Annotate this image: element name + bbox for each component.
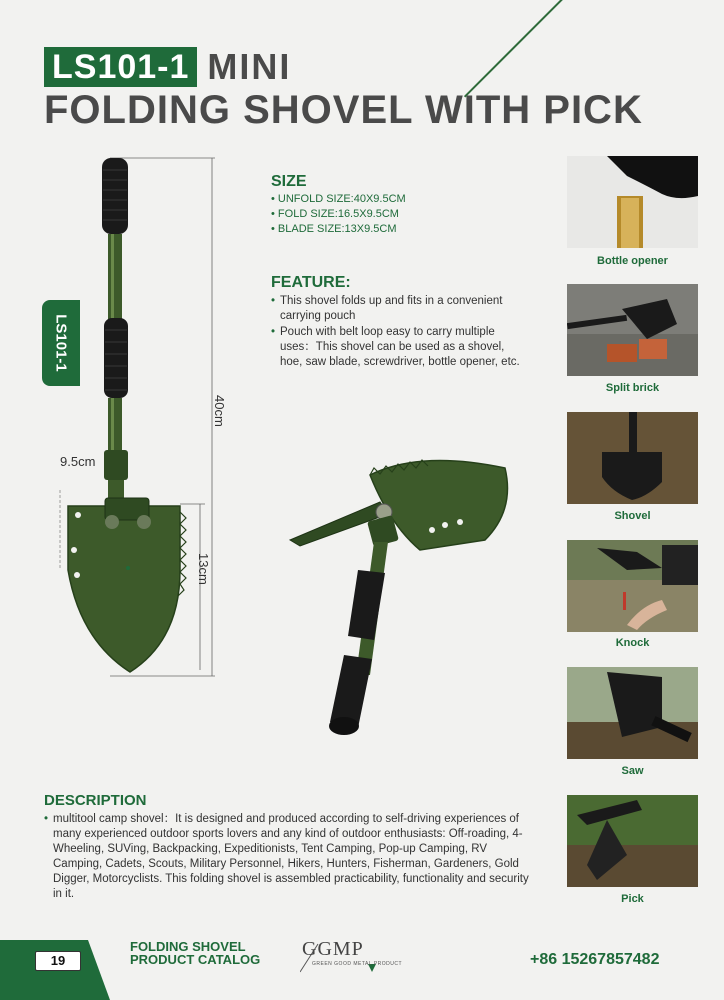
title-line-1: MINI [207, 46, 292, 87]
size-heading: SIZE [271, 173, 307, 190]
size-item: • UNFOLD SIZE:40X9.5CM [271, 192, 406, 207]
knock-photo [567, 540, 698, 632]
pick-photo [567, 795, 698, 887]
title-line-2: FOLDING SHOVEL WITH PICK [44, 88, 643, 132]
feature-item: • Pouch with belt loop easy to carry multiple uses：This shovel can be used as a shovel, hoe, saw blade, screwdriver, bottle opener, etc. [271, 325, 521, 370]
decorative-diagonal-line [464, 0, 571, 97]
size-item: • BLADE SIZE:13X9.5CM [271, 222, 406, 237]
caption-saw: Saw [621, 765, 644, 777]
width-dimension-label: 9.5cm [60, 454, 96, 469]
footer-catalog-line-2: PRODUCT CATALOG [130, 952, 261, 967]
feature-heading: FEATURE: [271, 274, 351, 291]
feature-list [271, 294, 521, 371]
title-row [44, 47, 291, 87]
caption-shovel: Shovel [614, 510, 651, 522]
description-heading: DESCRIPTION [44, 792, 147, 809]
description-text: • multitool camp shovel：It is designed and produced according to self-driving experiences of many experienced outdoor sports lovers and any kind of outdoor enthusiasts: Off-roading, 4-Wheeling, SUVing, Backpacking, Expeditionists, Tent Camping, Pop-up Camping, RV Camping, Cadets, Scouts, Military Personnel, Hikers, Hunters, Fisherman, Gardeners, Gold Digger, Motorcyclists. This folding shovel is assembled practicability, functionality and security in it. [44, 812, 533, 902]
split-brick-photo [567, 284, 698, 376]
caption-bottle-opener: Bottle opener [597, 255, 668, 267]
caption-split-brick: Split brick [605, 382, 660, 394]
caption-knock: Knock [615, 637, 650, 649]
contact-phone: +86 15267857482 [530, 951, 660, 968]
folded-shovel-illustration [270, 430, 520, 750]
logo-subtitle: GREEN GOOD METAL PRODUCT [312, 961, 403, 967]
size-item: • FOLD SIZE:16.5X9.5CM [271, 207, 406, 222]
feature-item: • This shovel folds up and fits in a convenient carrying pouch [271, 294, 521, 324]
total-length-dimension-label: 40cm [212, 395, 227, 427]
model-code-badge: LS101-1 [44, 47, 197, 87]
unfolded-shovel-illustration [40, 150, 240, 690]
page-number: 19 [35, 951, 81, 971]
saw-photo [567, 667, 698, 759]
side-model-tag-label: LS101-1 [52, 314, 70, 372]
caption-pick: Pick [621, 893, 644, 905]
footer-catalog-line-1: FOLDING SHOVEL [130, 939, 246, 954]
footer-catalog-title [130, 940, 260, 966]
size-list [271, 192, 406, 237]
shovel-photo [567, 412, 698, 504]
blade-length-dimension-label: 13cm [196, 553, 211, 585]
bottle-opener-photo [567, 156, 698, 248]
logo-text: GGMP [302, 938, 364, 960]
